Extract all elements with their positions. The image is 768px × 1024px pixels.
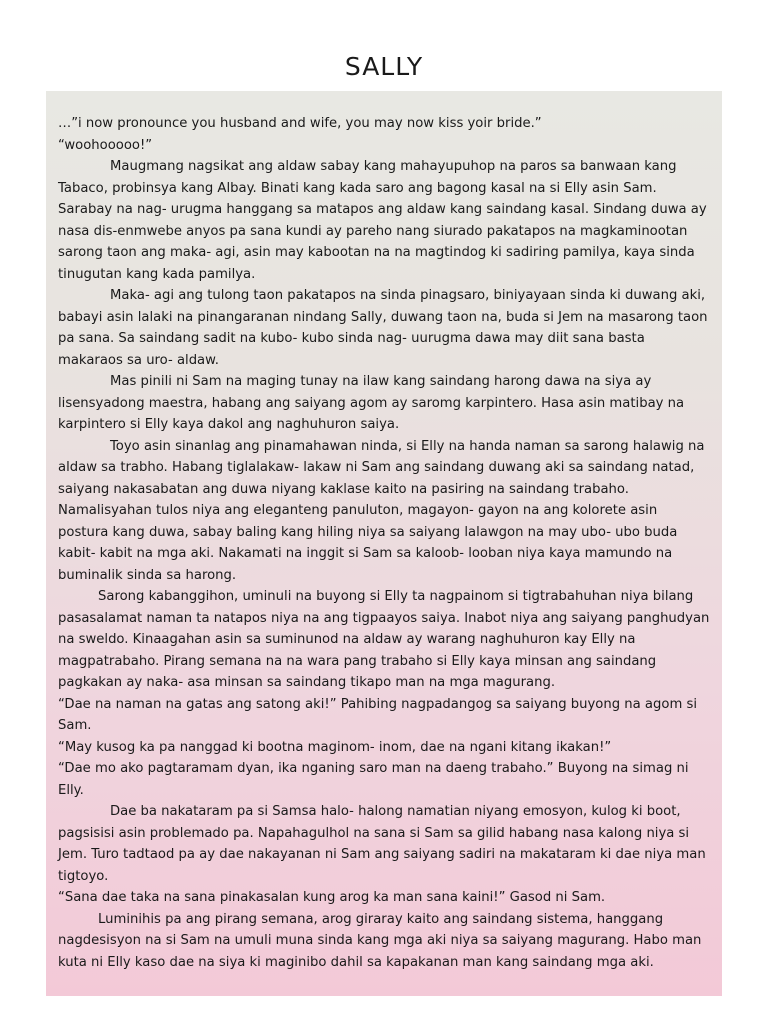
paragraph: Mas pinili ni Sam na maging tunay na ilaw kang saindang harong dawa na siya ay lisensyadong maestra, habang ang saiyang agom ay saromg karpintero. Hasa asin matibay na karpintero si Elly kaya dakol ang naghuhuron saiya. <box>58 374 685 432</box>
story-text <box>58 113 710 973</box>
page-title: SALLY <box>344 52 424 81</box>
paragraph: Maka- agi ang tulong taon pakatapos na sinda pinagsaro, biniyayaan sinda ki duwang aki, babayi asin lalaki na pinangaranan nindang Sally, duwang taon na, buda si Jem na masarong taon pa sana. Sa saindang sadit na kubo- kubo sinda nag- uurugma dawa may diit sana basta makaraos sa uro- aldaw. <box>58 288 708 368</box>
paragraph: “May kusog ka pa nanggad ki bootna maginom- inom, dae na ngani kitang ikakan!” <box>58 739 612 755</box>
paragraph: Dae ba nakataram pa si Samsa halo- halong namatian niyang emosyon, kulog ki boot, pagsisisi asin problemado pa. Napahagulhol na sana si Sam sa gilid habang nasa kalong niya si Jem. Turo tadtaod pa ay dae nakayanan ni Sam ang saiyang sadiri na makataram ki dae niya man tigtoyo. <box>58 804 706 884</box>
paragraph: “Sana dae taka na sana pinakasalan kung arog ka man sana kaini!” Gasod ni Sam. <box>58 890 606 905</box>
paragraph: Maugmang nagsikat ang aldaw sabay kang mahayupuhop na paros sa banwaan kang Tabaco, probinsya kang Albay. Binati kang kada saro ang bagong kasal na si Elly asin Sam. Sarabay na nag- urugma hanggang sa matapos ang aldaw kang saindang kasal. Sindang duwa ay nasa dis-enmwebe anyos pa sana kundi ay pareho nang siurado pakatapos na magkaminootan sarong taon ang maka- agi, asin may kabootan na na magtindog ki sadiring pamilya, kaya sinda tinugutan kang kada pamilya. <box>58 159 707 282</box>
paragraph: …”i now pronounce you husband and wife, you may now kiss yoir bride.” <box>58 116 542 131</box>
paragraph: “Dae na naman na gatas ang satong aki!” Pahibing nagpadangog sa saiyang buyong na agom si Sam. <box>58 696 698 733</box>
paragraph: Toyo asin sinanlag ang pinamahawan ninda, si Elly na handa naman sa sarong halawig na aldaw sa trabho. Habang tiglalakaw- lakaw ni Sam ang saindang duwang aki sa saindang natad, saiyang nakasabatan ang duwa niyang kaklase kaito na pasiring na saindang trabaho. Namalisyahan tulos niya ang eleganteng panuluton, magayon- gayon na ang kolorete asin postura kang duwa, sabay baling kang hiling niya sa saiyang lalawgon na may ubo- ubo buda kabit- kabit na mga aki. Nakamati na inggit si Sam sa kaloob- looban niya kaya mamundo na buminalik sinda sa harong. <box>58 438 705 583</box>
paragraph: “Dae mo ako pagtaramam dyan, ika nganing saro man na daeng trabaho.” Buyong na simag ni Elly. <box>58 761 689 798</box>
paragraph: Luminihis pa ang pirang semana, arog giraray kaito ang saindang sistema, hanggang nagdesisyon na si Sam na umuli muna sinda kang mga aki niya sa saiyang magurang. Habo man kuta ni Elly kaso dae na siya ki maginibo dahil sa kapakanan man kang saindang mga aki. <box>58 911 702 970</box>
paragraph: “woohooooo!” <box>58 137 153 153</box>
story-panel <box>46 91 722 996</box>
paragraph: Sarong kabanggihon, uminuli na buyong si Elly ta nagpainom si tigtrabahuhan niya bilang pasasalamat naman ta natapos niya na ang tigpaayos saiya. Inabot niya ang saiyang panghudyan na sweldo. Kinaagahan asin sa suminunod na aldaw ay warang naghuhuron kay Elly na magpatrabaho. Pirang semana na na wara pang trabaho si Elly kaya minsan ang saindang pagkakan ay naka- asa minsan sa saindang tikapo man na mga magurang. <box>58 589 710 690</box>
